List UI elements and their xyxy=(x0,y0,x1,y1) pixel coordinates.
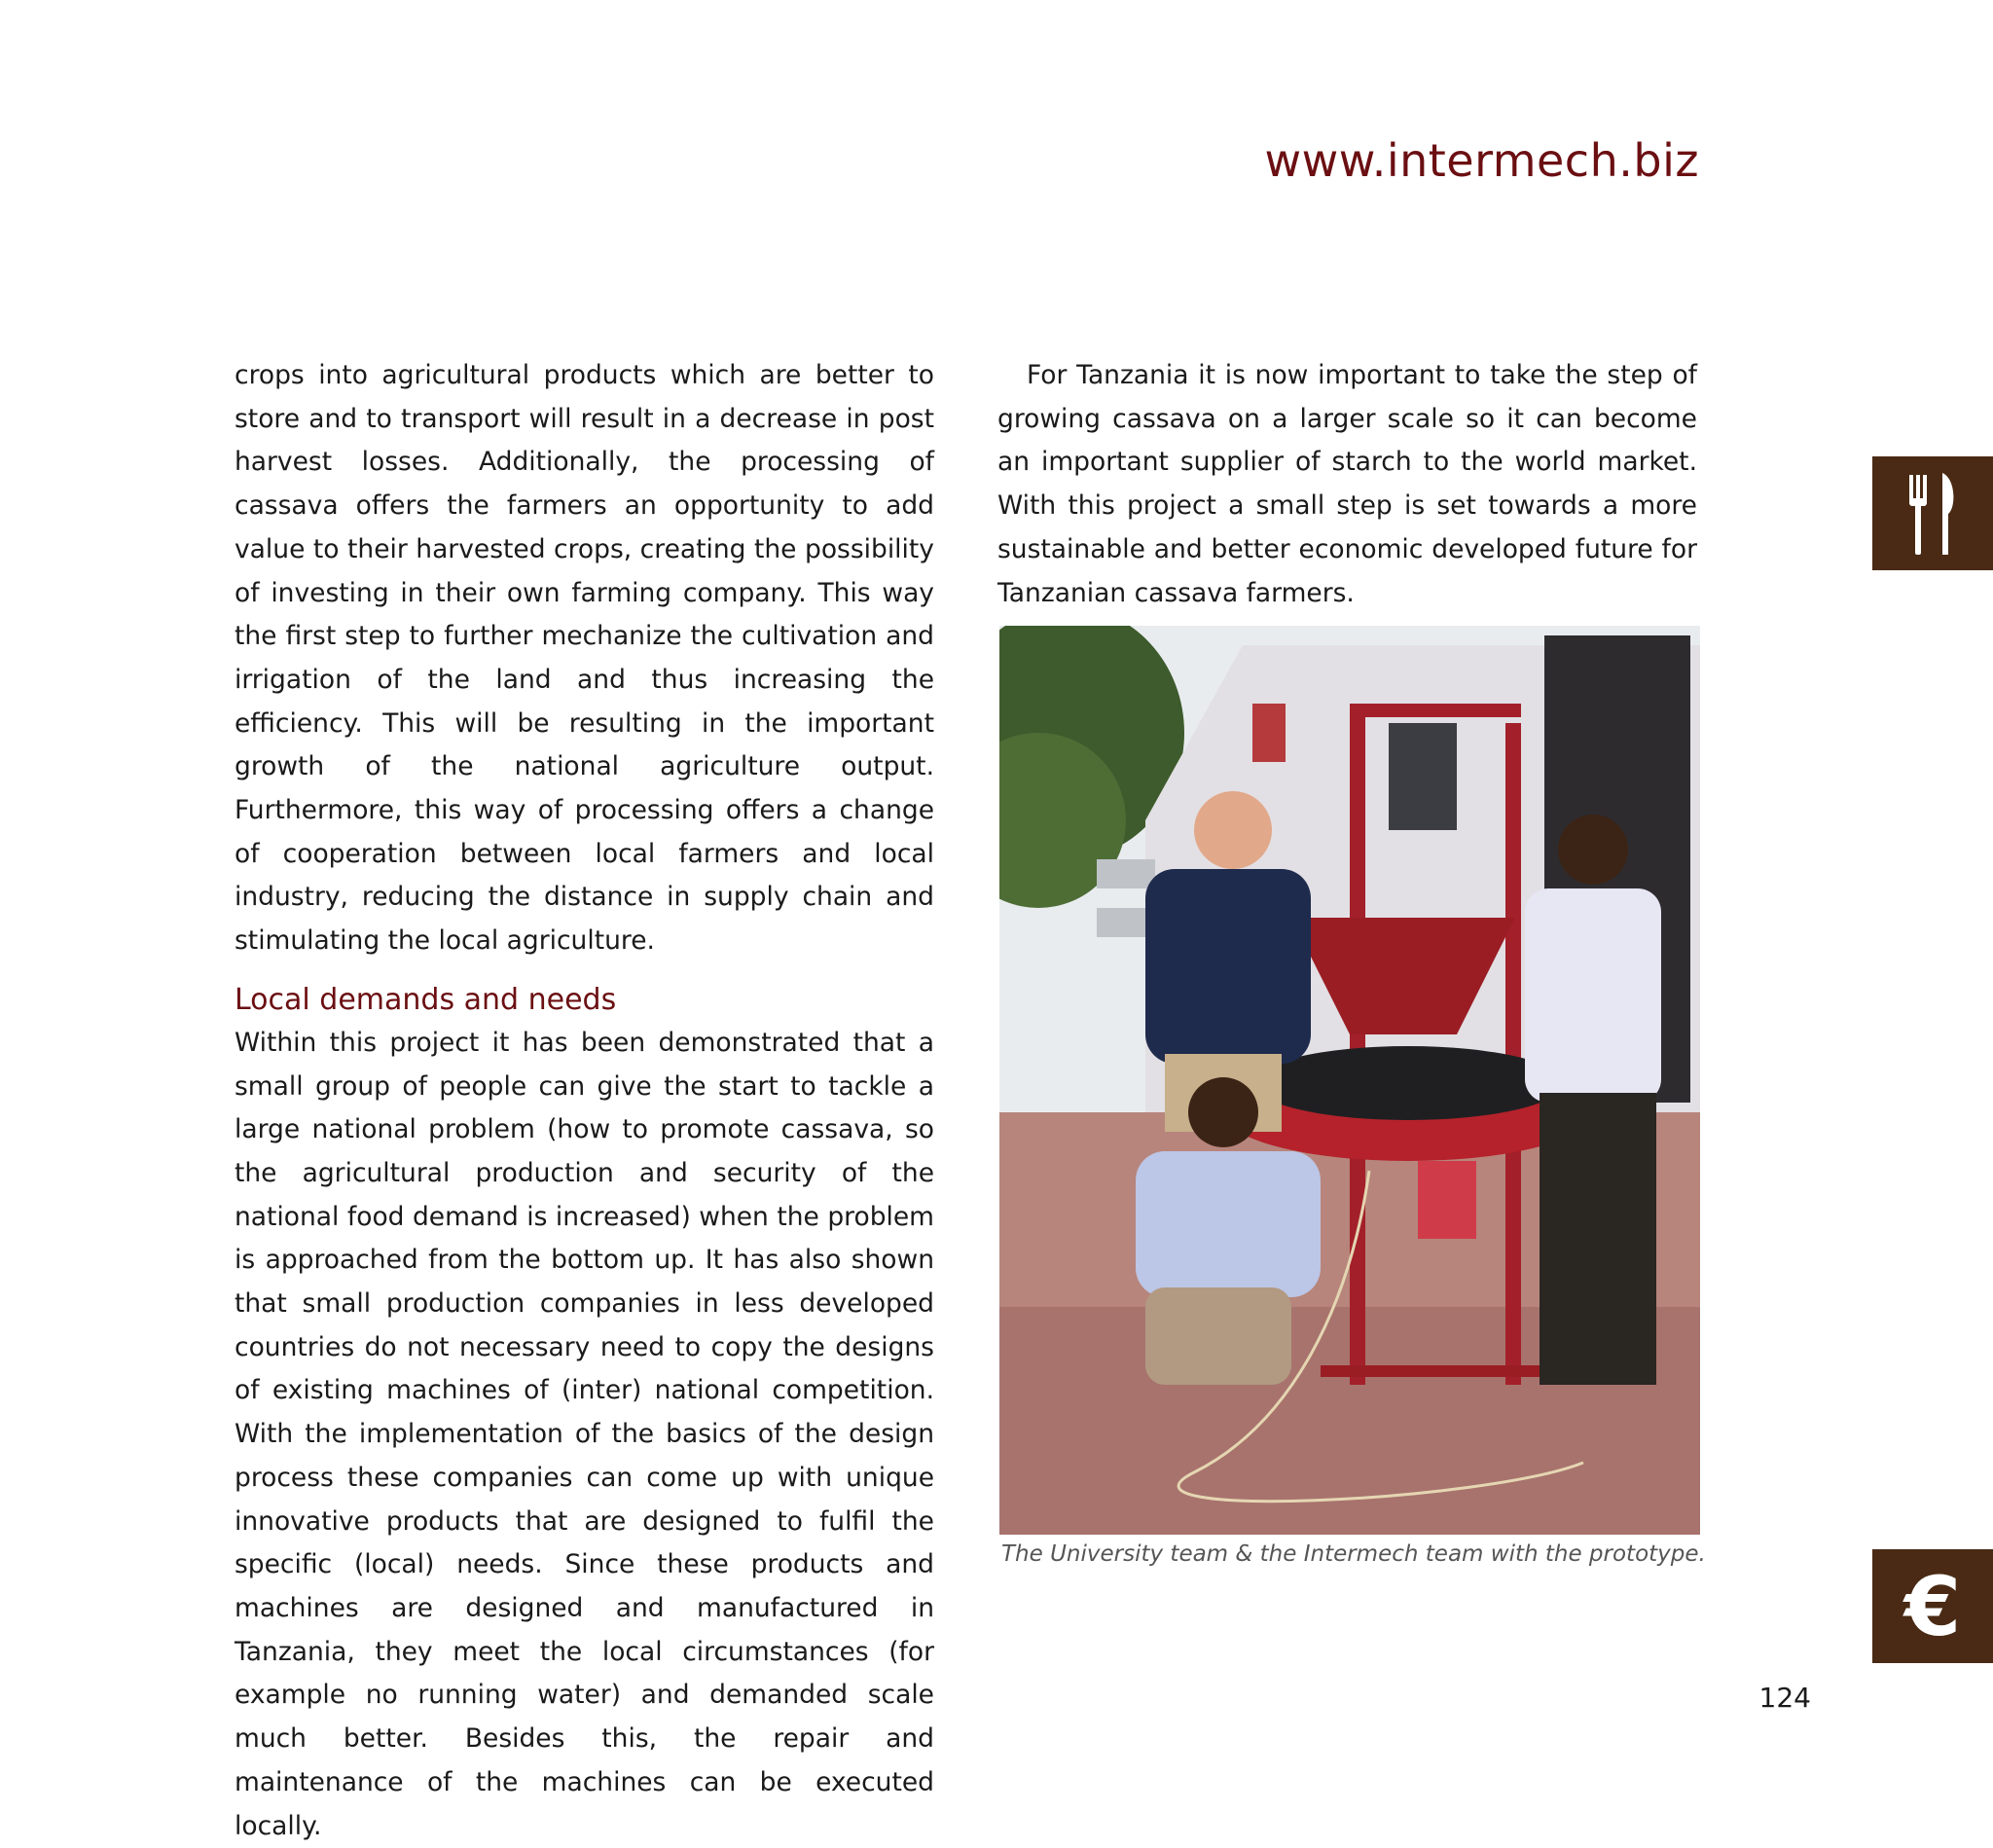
body-paragraph: Within this project it has been demonstrated that a small group of people can give the start to tackle a large national problem (how to promote cassava, so the agricultural production and security of the national food demand is increased) when the problem is approached from the bottom up. It has also shown that small production companies in less developed countries do not necessary need to copy the designs of existing machines of (inter) national competition. With the implementation of the basics of the design process these companies can come up with unique innovative products that are designed to fulfil the specific (local) needs. Since these products and machines are designed and manufactured in Tanzania, they meet the local circumstances (for example no running water) and demanded scale much better. Besides this, the repair and maintenance of the machines can be executed locally. xyxy=(235,1027,934,1841)
figure-caption: The University team & the Intermech team with the prototype. xyxy=(1001,1541,1706,1567)
fork-knife-icon xyxy=(1872,456,1993,570)
finance-section-tab[interactable] xyxy=(1872,1549,1993,1663)
body-paragraph: crops into agricultural products which are better to store and to transport will result in a decrease in post harvest losses. Additionally, the processing of cassava offers the farmers an opportunity to add value to their harvested crops, creating the possibility of investing in their own farming company. This way the first step to further mechanize the cultivation and irrigation of the land and thus increasing the efficiency. This will be resulting in the important growth of the national agriculture output. Furthermore, this way of processing offers a change of cooperation between local farmers and local industry, reducing the distance in supply chain and stimulating the local agriculture. xyxy=(235,360,934,957)
food-section-tab[interactable] xyxy=(1872,456,1993,570)
left-column xyxy=(235,354,934,1848)
page-number: 124 xyxy=(1758,1682,1811,1714)
header-url: www.intermech.biz xyxy=(1264,134,1699,187)
team-photo xyxy=(999,626,1700,1535)
section-heading: Local demands and needs xyxy=(235,982,617,1017)
body-paragraph: For Tanzania it is now important to take the step of growing cassava on a larger scale so it can become an important supplier of starch to the world market. With this project a small step is set towards a more sustainable and better economic developed future for Tanzanian cassava farmers. xyxy=(997,360,1697,608)
right-column xyxy=(997,354,1697,615)
euro-icon: € xyxy=(1903,1558,1962,1654)
